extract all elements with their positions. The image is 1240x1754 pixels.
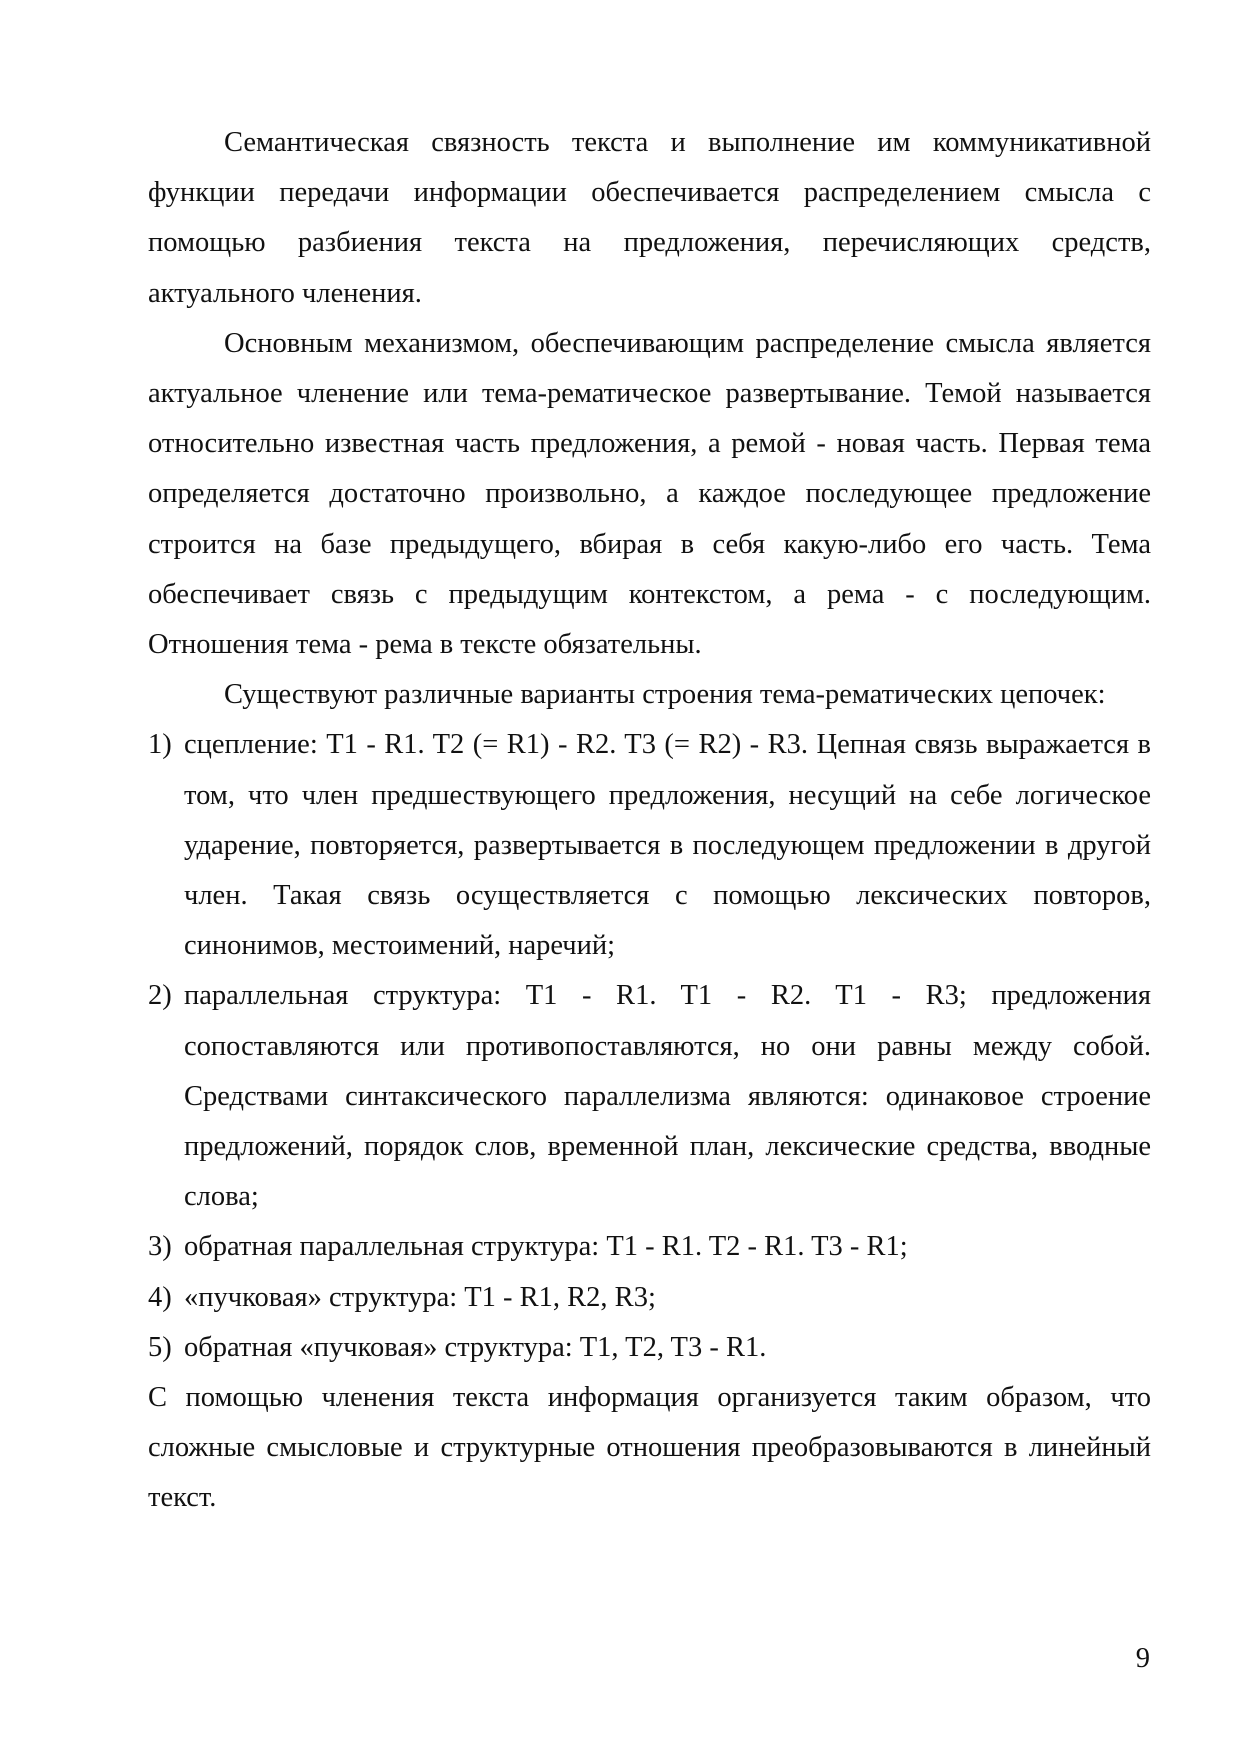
list-item-text: обратная «пучковая» структура: T1, T2, T3 - R1. — [184, 1331, 767, 1363]
list-item-text: «пучковая» структура: T1 - R1, R2, R3; — [184, 1281, 656, 1313]
list-item-text: обратная параллельная структура: T1 - R1. T2 - R1. T3 - R1; — [184, 1231, 908, 1263]
paragraph-semantic-coherence: Семантическая связность текста и выполнение им коммуникативной функции передачи информации обеспечивается распределением смысла с помощью разбиения текста на предложения, перечисляющих средств, актуального членения. — [148, 127, 1151, 309]
paragraph-actual-division: Основным механизмом, обеспечивающим распределение смысла является актуальное членение или тема-рематическое развертывание. Темой называется относительно известная часть предложения, а ремой - новая часть. Первая тема определяется достаточно произвольно, а каждое последующее предложение строится на базе предыдущего, вбирая в себя какую-либо его часть. Тема обеспечивает связь с предыдущим контекстом, а рема - с последующим. Отношения тема - рема в тексте обязательны. — [148, 327, 1151, 661]
page-number: 9 — [1135, 1643, 1150, 1674]
paragraph-chain-variants: Существуют различные варианты строения тема-рематических цепочек: — [224, 679, 1106, 711]
paragraph-closing: С помощью членения текста информация организуется таким образом, что сложные смысловые и структурные отношения преобразовываются в линейный текст. — [148, 1382, 1151, 1514]
theme-rheme-structures-list — [148, 720, 1151, 1373]
list-item-number: 1) — [148, 729, 172, 761]
list-item — [148, 1323, 1151, 1373]
list-item — [148, 1273, 1151, 1323]
list-item — [148, 971, 1151, 1222]
list-item-number: 2) — [148, 980, 172, 1012]
list-item-text: сцепление: T1 - R1. T2 (= R1) - R2. T3 (= R2) - R3. Цепная связь выражается в том, что член предшествующего предложения, несущий на себе логическое ударение, повторяется, развертывается в последующем предложении в другой член. Такая связь осуществляется с помощью лексических повторов, синонимов, местоимений, наречий; — [184, 729, 1151, 962]
list-item-text: параллельная структура: T1 - R1. T1 - R2. T1 - R3; предложения сопоставляются или противопоставляются, но они равны между собой. Средствами синтаксического параллелизма являются: одинаковое строение предложений, порядок слов, временной план, лексические средства, вводные слова; — [184, 980, 1151, 1213]
document-page — [148, 118, 1151, 1524]
list-item — [148, 720, 1151, 971]
list-item-number: 3) — [148, 1231, 172, 1263]
list-item-number: 4) — [148, 1281, 172, 1313]
list-item-number: 5) — [148, 1331, 172, 1363]
list-item — [148, 1222, 1151, 1272]
